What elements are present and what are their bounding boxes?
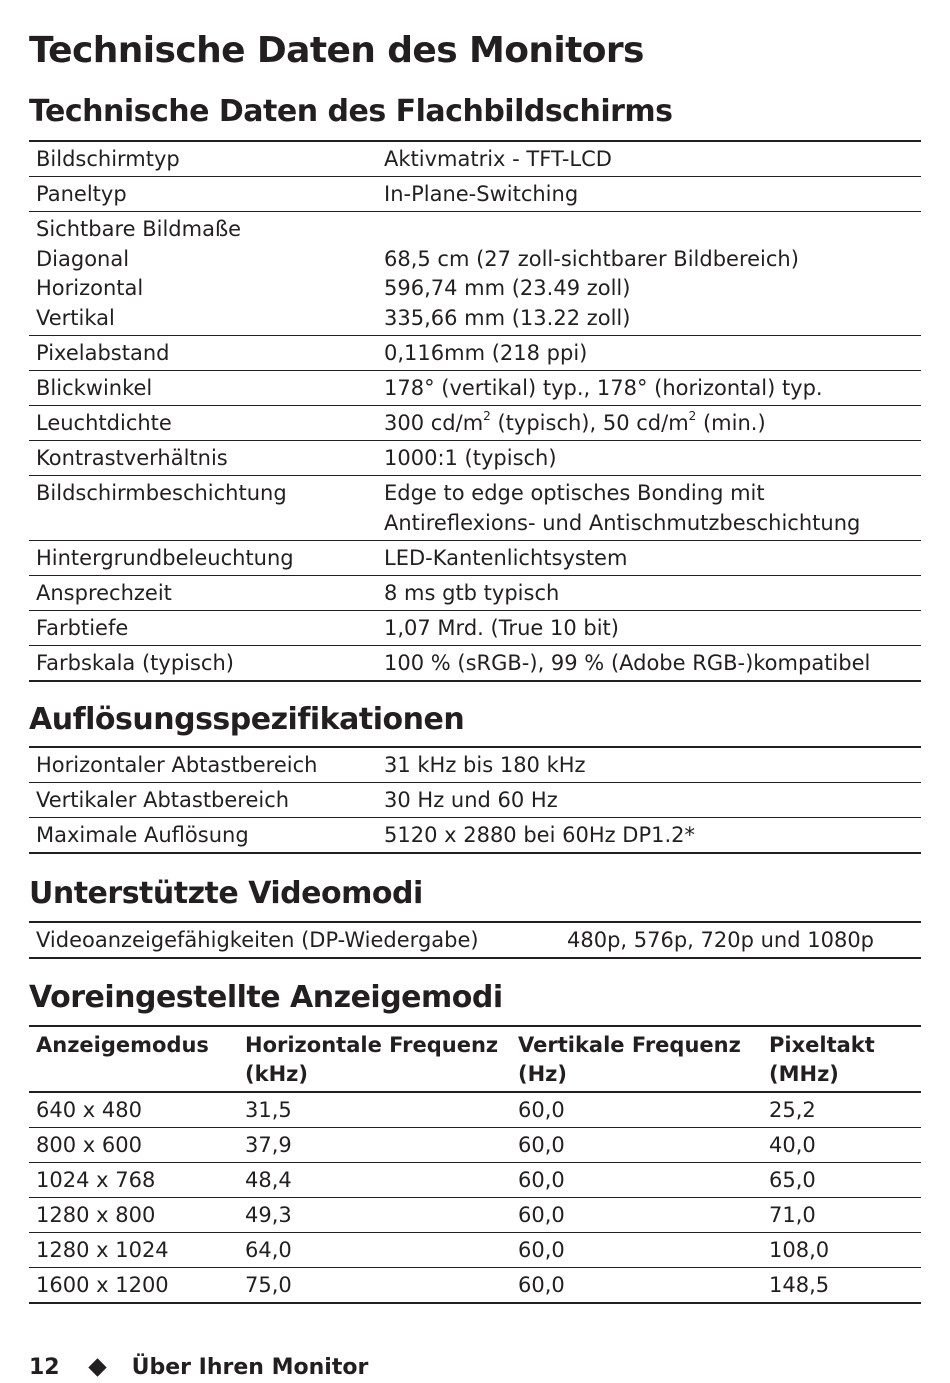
spec-label: Blickwinkel (29, 371, 377, 406)
table-cell: 40,0 (762, 1128, 921, 1163)
spec-value: 30 Hz und 60 Hz (377, 783, 921, 818)
table-cell: 49,3 (238, 1198, 511, 1233)
spec-label: Vertikaler Abtastbereich (29, 783, 377, 818)
spec-label-line: Sichtbare Bildmaße (36, 217, 242, 241)
table-cell: 71,0 (762, 1198, 921, 1233)
table-row (29, 783, 921, 818)
table-cell: 1280 x 800 (29, 1198, 238, 1233)
column-header-line: (kHz) (245, 1062, 308, 1086)
table-row (29, 1092, 921, 1128)
table-row (29, 476, 921, 541)
column-header-line: Horizontale Frequenz (245, 1033, 499, 1057)
table-cell: 148,5 (762, 1268, 921, 1304)
spec-label: Bildschirmtyp (29, 141, 377, 177)
page-footer (29, 1355, 368, 1380)
table-row (29, 818, 921, 854)
table-cell: 1280 x 1024 (29, 1233, 238, 1268)
table-row (29, 1128, 921, 1163)
superscript: 2 (483, 409, 491, 423)
spec-value: LED-Kantenlichtsystem (377, 541, 921, 576)
spec-value: 5120 x 2880 bei 60Hz DP1.2* (377, 818, 921, 854)
table-cell: 60,0 (511, 1268, 762, 1304)
video-modes-table (29, 921, 921, 959)
spec-value-line: Edge to edge optisches Bonding mit (384, 481, 765, 505)
table-cell: 60,0 (511, 1092, 762, 1128)
table-row (29, 212, 921, 336)
spec-label: Farbtiefe (29, 611, 377, 646)
table-cell: 640 x 480 (29, 1092, 238, 1128)
spec-label: Pixelabstand (29, 336, 377, 371)
table-cell: 60,0 (511, 1128, 762, 1163)
table-row (29, 611, 921, 646)
column-header-line: Anzeigemodus (36, 1033, 209, 1057)
table-row (29, 371, 921, 406)
table-cell: 60,0 (511, 1163, 762, 1198)
column-header-line: Pixeltakt (769, 1033, 875, 1057)
column-header-pixel-clock (762, 1026, 921, 1092)
table-row (29, 747, 921, 783)
spec-value-line: 596,74 mm (23.49 zoll) (384, 276, 631, 300)
column-header-display-mode (29, 1026, 238, 1092)
spec-label: Hintergrundbeleuchtung (29, 541, 377, 576)
preset-modes-heading: Voreingestellte Anzeigemodi (29, 980, 503, 1015)
spec-value: 8 ms gtb typisch (377, 576, 921, 611)
spec-label-line: Diagonal (36, 246, 130, 271)
spec-label-line: Vertikal (36, 305, 115, 330)
spec-value: In-Plane-Switching (377, 177, 921, 212)
table-cell: 65,0 (762, 1163, 921, 1198)
spec-value-part: 300 cd/m (384, 411, 484, 435)
spec-label-line: Horizontal (36, 276, 144, 300)
column-header-line: (Hz) (518, 1062, 567, 1086)
spec-value: 178° (vertikal) typ., 178° (horizontal) typ. (377, 371, 921, 406)
table-row (29, 177, 921, 212)
spec-value: 1000:1 (typisch) (377, 441, 921, 476)
table-cell: 108,0 (762, 1233, 921, 1268)
spec-label: Farbskala (typisch) (29, 646, 377, 682)
spec-value: 31 kHz bis 180 kHz (377, 747, 921, 783)
spec-value: 480p, 576p, 720p und 1080p (560, 922, 921, 958)
table-cell: 31,5 (238, 1092, 511, 1128)
spec-value (377, 406, 921, 441)
resolution-heading: Auflösungsspezifikationen (29, 702, 465, 737)
table-row (29, 922, 921, 958)
column-header-line: (MHz) (769, 1062, 839, 1086)
spec-label: Paneltyp (29, 177, 377, 212)
table-row (29, 141, 921, 177)
spec-value: 100 % (sRGB-), 99 % (Adobe RGB-)kompatibel (377, 646, 921, 682)
video-modes-heading: Unterstützte Videomodi (29, 876, 423, 911)
spec-label: Leuchtdichte (29, 406, 377, 441)
footer-section-title: Über Ihren Monitor (131, 1355, 369, 1380)
page-number: 12 (29, 1355, 60, 1380)
table-row (29, 441, 921, 476)
spec-label: Horizontaler Abtastbereich (29, 747, 377, 783)
spec-value-line: 68,5 cm (27 zoll-sichtbarer Bildbereich) (384, 246, 799, 271)
preset-modes-table (29, 1025, 921, 1304)
table-row (29, 1268, 921, 1304)
table-row (29, 1233, 921, 1268)
table-cell: 64,0 (238, 1233, 511, 1268)
table-cell: 1024 x 768 (29, 1163, 238, 1198)
table-cell: 75,0 (238, 1268, 511, 1304)
spec-label: Videoanzeigefähigkeiten (DP-Wiedergabe) (29, 922, 560, 958)
spec-label: Ansprechzeit (29, 576, 377, 611)
flat-panel-table (29, 140, 921, 682)
spec-label: Kontrastverhältnis (29, 441, 377, 476)
column-header-vertical-frequency (511, 1026, 762, 1092)
table-row (29, 1163, 921, 1198)
diamond-icon (88, 1358, 106, 1376)
table-cell: 1600 x 1200 (29, 1268, 238, 1304)
table-cell: 25,2 (762, 1092, 921, 1128)
spec-value-line: 335,66 mm (13.22 zoll) (384, 305, 631, 330)
page-title: Technische Daten des Monitors (29, 30, 644, 71)
table-cell: 48,4 (238, 1163, 511, 1198)
resolution-table (29, 746, 921, 854)
column-header-horizontal-frequency (238, 1026, 511, 1092)
table-cell: 60,0 (511, 1198, 762, 1233)
table-row (29, 336, 921, 371)
spec-value-line: Antireflexions- und Antischmutzbeschichtung (384, 510, 861, 535)
superscript: 2 (688, 409, 697, 423)
spec-value-part: (typisch), 50 cd/m (490, 411, 689, 435)
table-cell: 60,0 (511, 1233, 762, 1268)
table-row (29, 576, 921, 611)
table-cell: 37,9 (238, 1128, 511, 1163)
spec-value: 1,07 Mrd. (True 10 bit) (377, 611, 921, 646)
table-row (29, 406, 921, 441)
spec-label: Bildschirmbeschichtung (29, 476, 377, 541)
spec-value: 0,116mm (218 ppi) (377, 336, 921, 371)
spec-value (377, 212, 921, 336)
table-row (29, 1198, 921, 1233)
column-header-line: Vertikale Frequenz (518, 1033, 741, 1057)
table-cell: 800 x 600 (29, 1128, 238, 1163)
spec-value-part: (min.) (696, 411, 766, 435)
table-row (29, 646, 921, 682)
spec-label: Maximale Auflösung (29, 818, 377, 854)
spec-value (377, 476, 921, 541)
table-row (29, 541, 921, 576)
spec-label (29, 212, 377, 336)
spec-value: Aktivmatrix - TFT-LCD (377, 141, 921, 177)
spec-value-line (384, 215, 915, 245)
flat-panel-heading: Technische Daten des Flachbildschirms (29, 94, 673, 129)
table-header-row (29, 1026, 921, 1092)
